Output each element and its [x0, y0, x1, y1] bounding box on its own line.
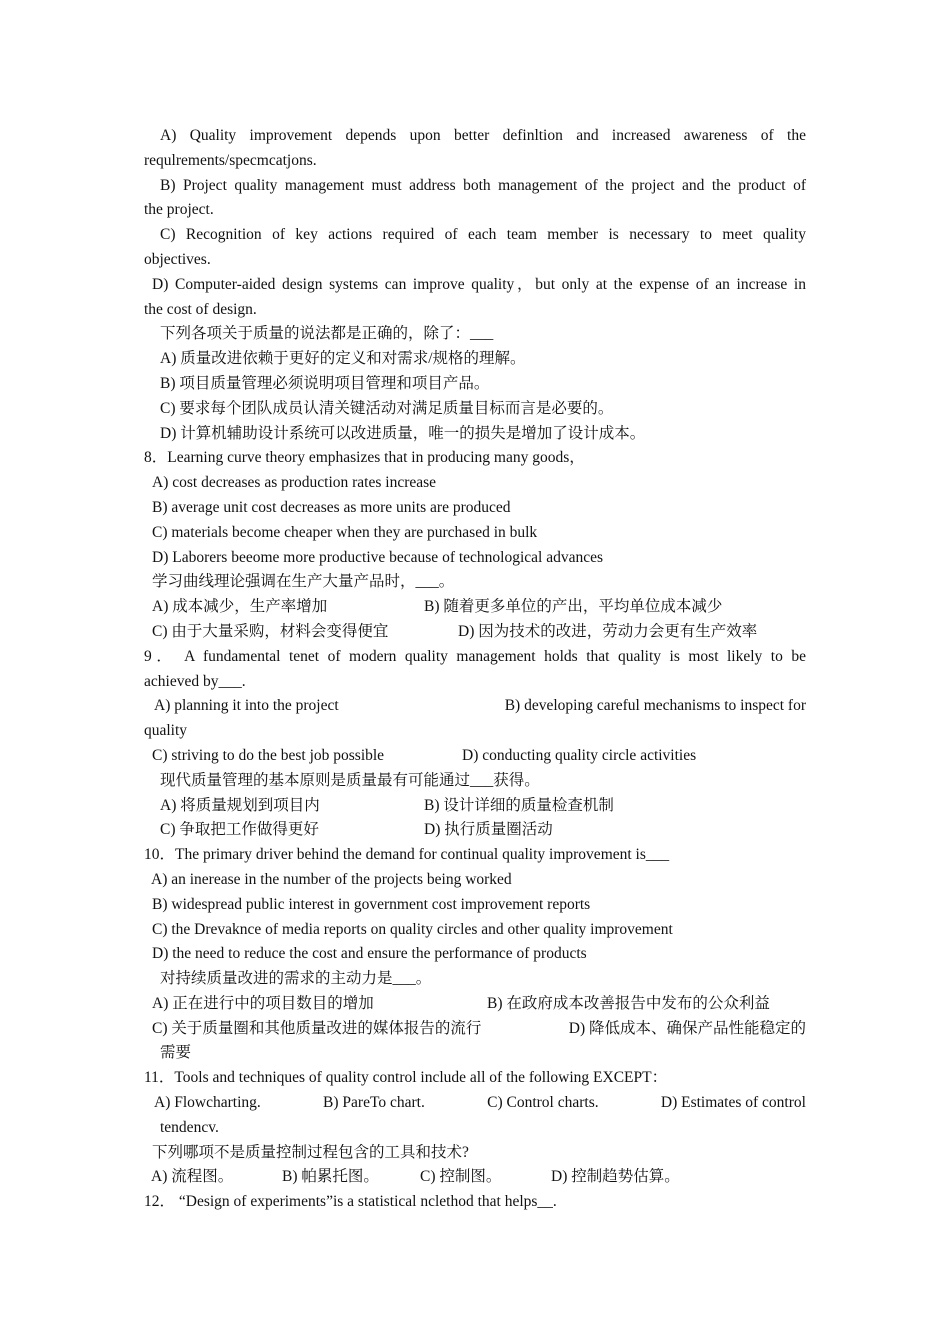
q8-chinese-options-ab	[144, 595, 806, 620]
q11-option-d-line1: D) Estimates of control	[660, 1094, 806, 1112]
q11-chinese-option-d: D) 控制趋势估算。	[551, 1168, 680, 1186]
q11-chinese-option-a: A) 流程图。	[151, 1168, 234, 1186]
q7-option-c-line2: objectives.	[144, 250, 211, 268]
q11-option-c: C) Control charts.	[487, 1094, 599, 1112]
q8-option-b: B) average unit cost decreases as more units are produced	[152, 498, 511, 516]
q9-option-c: C) striving to do the best job possible	[152, 746, 385, 764]
q9-chinese-option-b: B) 设计详细的质量检查机制	[424, 796, 614, 814]
q8-chinese-options-cd	[144, 620, 806, 645]
q8-chinese-option-b: B) 随着更多单位的产出，平均单位成本减少	[424, 598, 723, 616]
q9-chinese-options-cd	[144, 818, 806, 843]
q9-chinese-option-d: D) 执行质量圈活动	[424, 821, 553, 839]
q10-chinese-option-b: B) 在政府成本改善报告中发布的公众利益	[487, 994, 770, 1012]
q7-option-a-line1: A) Quality improvement depends upon better definltion and increased awareness of the	[160, 127, 806, 144]
q7-chinese-option-a: A) 质量改进依赖于更好的定义和对需求/规格的理解。	[160, 350, 526, 368]
q11-chinese-option-b: B) 帕累托图。	[282, 1168, 379, 1186]
q9-option-d: D) conducting quality circle activities	[462, 746, 697, 764]
q11-chinese-options	[144, 1165, 806, 1190]
q7-chinese-option-d: D) 计算机辅助设计系统可以改进质量，唯一的损失是增加了设计成本。	[160, 424, 646, 442]
q9-option-b-line1: B) developing careful mechanisms to inspect for	[504, 697, 806, 715]
q7-option-b-line2: the project.	[144, 201, 214, 219]
q10-option-d: D) the need to reduce the cost and ensure the performance of products	[152, 945, 587, 963]
q11-options	[144, 1091, 806, 1116]
q11-option-a: A) Flowcharting.	[154, 1094, 261, 1112]
q10-chinese-option-a: A) 正在进行中的项目数目的增加	[152, 994, 374, 1012]
document-page	[144, 124, 806, 1215]
q11-option-d-line2: tendencv.	[160, 1118, 219, 1136]
q7-option-d-line1: D) Computer-aided design systems can improve quality，but only at the expense of an increase in	[152, 275, 806, 293]
q8-option-d: D) Laborers beeome more productive because of technological advances	[152, 548, 604, 566]
q11-chinese-question: 下列哪项不是质量控制过程包含的工具和技术?	[152, 1143, 469, 1161]
q11-chinese-option-c: C) 控制图。	[420, 1168, 502, 1186]
q10-question: 10．The primary driver behind the demand for continual quality improvement is___	[144, 846, 670, 864]
q8-chinese-option-d: D) 因为技术的改进，劳动力会更有生产效率	[458, 622, 758, 640]
q8-option-a: A) cost decreases as production rates increase	[152, 474, 437, 492]
q10-chinese-option-c: C) 关于质量圈和其他质量改进的媒体报告的流行	[152, 1019, 482, 1037]
q8-chinese-question: 学习曲线理论强调在生产大量产品时，___。	[152, 573, 455, 591]
q9-chinese-option-c: C) 争取把工作做得更好	[160, 821, 319, 839]
q8-question: 8．Learning curve theory emphasizes that in producing many goods，	[144, 449, 585, 467]
q8-chinese-option-a: A) 成本减少，生产率增加	[152, 598, 328, 616]
q10-chinese-option-d-line1: D) 降低成本、确保产品性能稳定的	[568, 1019, 806, 1037]
q10-option-c: C) the Drevaknce of media reports on quality circles and other quality improvement	[152, 920, 673, 938]
q9-options-cd	[144, 744, 806, 769]
q10-chinese-options-cd	[144, 1017, 806, 1042]
q9-question-line2: achieved by___.	[144, 672, 246, 690]
q12-question: 12． “Design of experiments”is a statistical nclethod that helps__.	[144, 1193, 557, 1211]
q9-option-b-line2: quality	[144, 722, 188, 740]
q11-option-b: B) PareTo chart.	[323, 1094, 425, 1112]
q7-option-c-line1: C) Recognition of key actions required of each team member is necessary to meet quality	[160, 226, 806, 244]
q10-option-a: A) an inerease in the number of the projects being worked	[151, 870, 512, 888]
q11-question: 11．Tools and techniques of quality control include all of the following EXCEPT：	[144, 1069, 668, 1087]
q7-option-d-line2: the cost of design.	[144, 300, 257, 318]
q9-chinese-option-a: A) 将质量规划到项目内	[160, 796, 320, 814]
q7-chinese-question: 下列各项关于质量的说法都是正确的，除了：___	[160, 325, 494, 343]
q10-option-b: B) widespread public interest in government cost improvement reports	[152, 895, 591, 913]
q8-option-c: C) materials become cheaper when they are purchased in bulk	[152, 523, 538, 541]
q9-question-line1: 9． A fundamental tenet of modern quality management holds that quality is most likely to be	[144, 647, 806, 665]
q10-chinese-option-d-line2: 需要	[160, 1044, 192, 1062]
q7-option-a-line2: requlrements/specmcatjons.	[144, 151, 317, 169]
q8-chinese-option-c: C) 由于大量采购，材料会变得便宜	[152, 622, 389, 640]
q7-chinese-option-c: C) 要求每个团队成员认清关键活动对满足质量目标而言是必要的。	[160, 399, 614, 417]
q9-chinese-question: 现代质量管理的基本原则是质量最有可能通过___获得。	[160, 771, 540, 789]
q9-chinese-options-ab	[144, 794, 806, 819]
q10-chinese-question: 对持续质量改进的需求的主动力是___。	[160, 970, 432, 988]
q10-chinese-options-ab	[144, 992, 806, 1017]
q9-options-ab	[144, 694, 806, 719]
q7-chinese-option-b: B) 项目质量管理必须说明项目管理和项目产品。	[160, 374, 490, 392]
q9-option-a: A) planning it into the project	[154, 697, 339, 715]
q7-option-b-line1: B) Project quality management must address both management of the project and the product of	[160, 176, 806, 194]
